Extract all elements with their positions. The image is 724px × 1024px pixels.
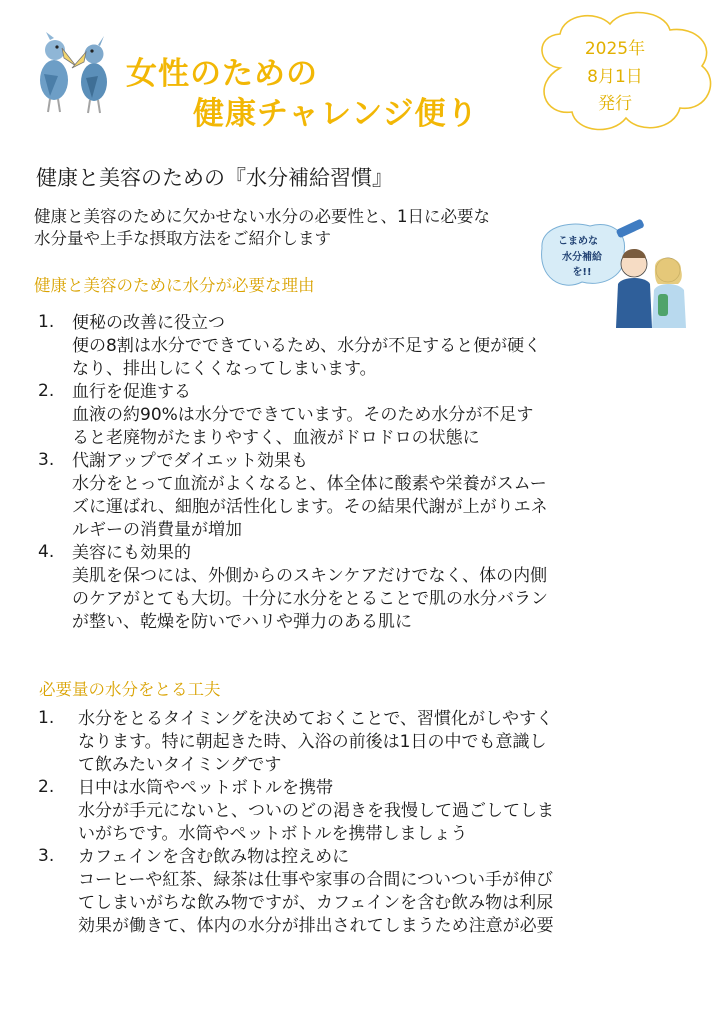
intro-line: 水分量や上手な摂取方法をご紹介します: [34, 229, 331, 248]
item-line: てしまいがちな飲み物ですが、カフェインを含む飲み物は利尿: [78, 893, 554, 913]
item-line: ズに運ばれ、細胞が活性化します。その結果代謝が上がりエネ: [72, 497, 548, 517]
item-line: 美容にも効果的: [72, 543, 191, 563]
list-item: [38, 777, 698, 846]
item-line: 血液の約90%は水分でできています。そのため水分が不足す: [72, 405, 534, 425]
item-line: いがちです。水筒やペットボトルを携帯しましょう: [78, 824, 468, 844]
intro-line: 健康と美容のために欠かせない水分の必要性と、1日に必要な: [34, 207, 490, 226]
item-line: なります。特に朝起きた時、入浴の前後は1日の中でも意識し: [78, 732, 547, 752]
newsletter-title-line1: 女性のための: [126, 56, 318, 92]
item-line: コーヒーや紅茶、緑茶は仕事や家事の合間についつい手が伸び: [78, 870, 553, 890]
list-item: [38, 542, 698, 634]
bubble-text: を!!: [572, 267, 592, 278]
item-number: 1.: [38, 312, 55, 332]
item-line: なり、排出しにくくなってしまいます。: [72, 359, 377, 379]
list-item: [38, 450, 698, 542]
item-line: て飲みたいタイミングです: [78, 755, 282, 775]
issue-date-day: 8月1日: [587, 67, 643, 87]
item-number: 4.: [38, 542, 55, 562]
item-number: 1.: [38, 708, 55, 728]
list-item: [38, 708, 698, 777]
item-line: 便の8割は水分でできているため、水分が不足すると便が硬く: [72, 336, 542, 356]
bubble-text: こまめな: [558, 236, 598, 247]
issue-date-label: 発行: [598, 94, 632, 114]
item-number: 3.: [38, 450, 55, 470]
tips-list: [38, 708, 698, 938]
item-line: ると老廃物がたまりやすく、血液がドロドロの状態に: [72, 428, 480, 448]
list-item: [38, 312, 698, 381]
item-line: が整い、乾燥を防いでハリや弾力のある肌に: [72, 612, 412, 632]
item-line: のケアがとても大切。十分に水分をとることで肌の水分バラン: [72, 589, 548, 609]
item-line: 代謝アップでダイエット効果も: [72, 451, 308, 471]
item-line: ルギーの消費量が増加: [72, 520, 242, 540]
item-line: 水分をとるタイミングを決めておくことで、習慣化がしやすく: [78, 709, 553, 729]
item-line: 美肌を保つには、外側からのスキンケアだけでなく、体の内側: [72, 566, 548, 586]
item-line: 水分をとって血流がよくなると、体全体に酸素や栄養がスムー: [72, 474, 547, 494]
issue-date-year: 2025年: [584, 39, 646, 59]
reasons-list: [38, 312, 698, 634]
item-line: 日中は水筒やペットボトルを携帯: [78, 778, 333, 798]
section-heading-tips: 必要量の水分をとる工夫: [39, 680, 221, 699]
list-item: [38, 846, 698, 938]
item-number: 2.: [38, 777, 55, 797]
newsletter-title-line2: 健康チャレンジ便り: [193, 96, 479, 132]
list-item: [38, 381, 698, 450]
bubble-text: 水分補給: [562, 252, 602, 263]
item-line: カフェインを含む飲み物は控えめに: [78, 847, 350, 867]
main-heading: 健康と美容のための『水分補給習慣』: [36, 166, 393, 190]
item-number: 3.: [38, 846, 55, 866]
shoebill-birds-illustration: [28, 26, 120, 118]
item-line: 便秘の改善に役立つ: [72, 313, 225, 333]
section-heading-reasons: 健康と美容のために水分が必要な理由: [34, 276, 315, 295]
item-line: 効果が働きて、体内の水分が排出されてしまうため注意が必要: [78, 916, 554, 936]
item-line: 水分が手元にないと、ついのどの渇きを我慢して過ごしてしま: [78, 801, 554, 821]
item-line: 血行を促進する: [72, 382, 191, 402]
item-number: 2.: [38, 381, 55, 401]
